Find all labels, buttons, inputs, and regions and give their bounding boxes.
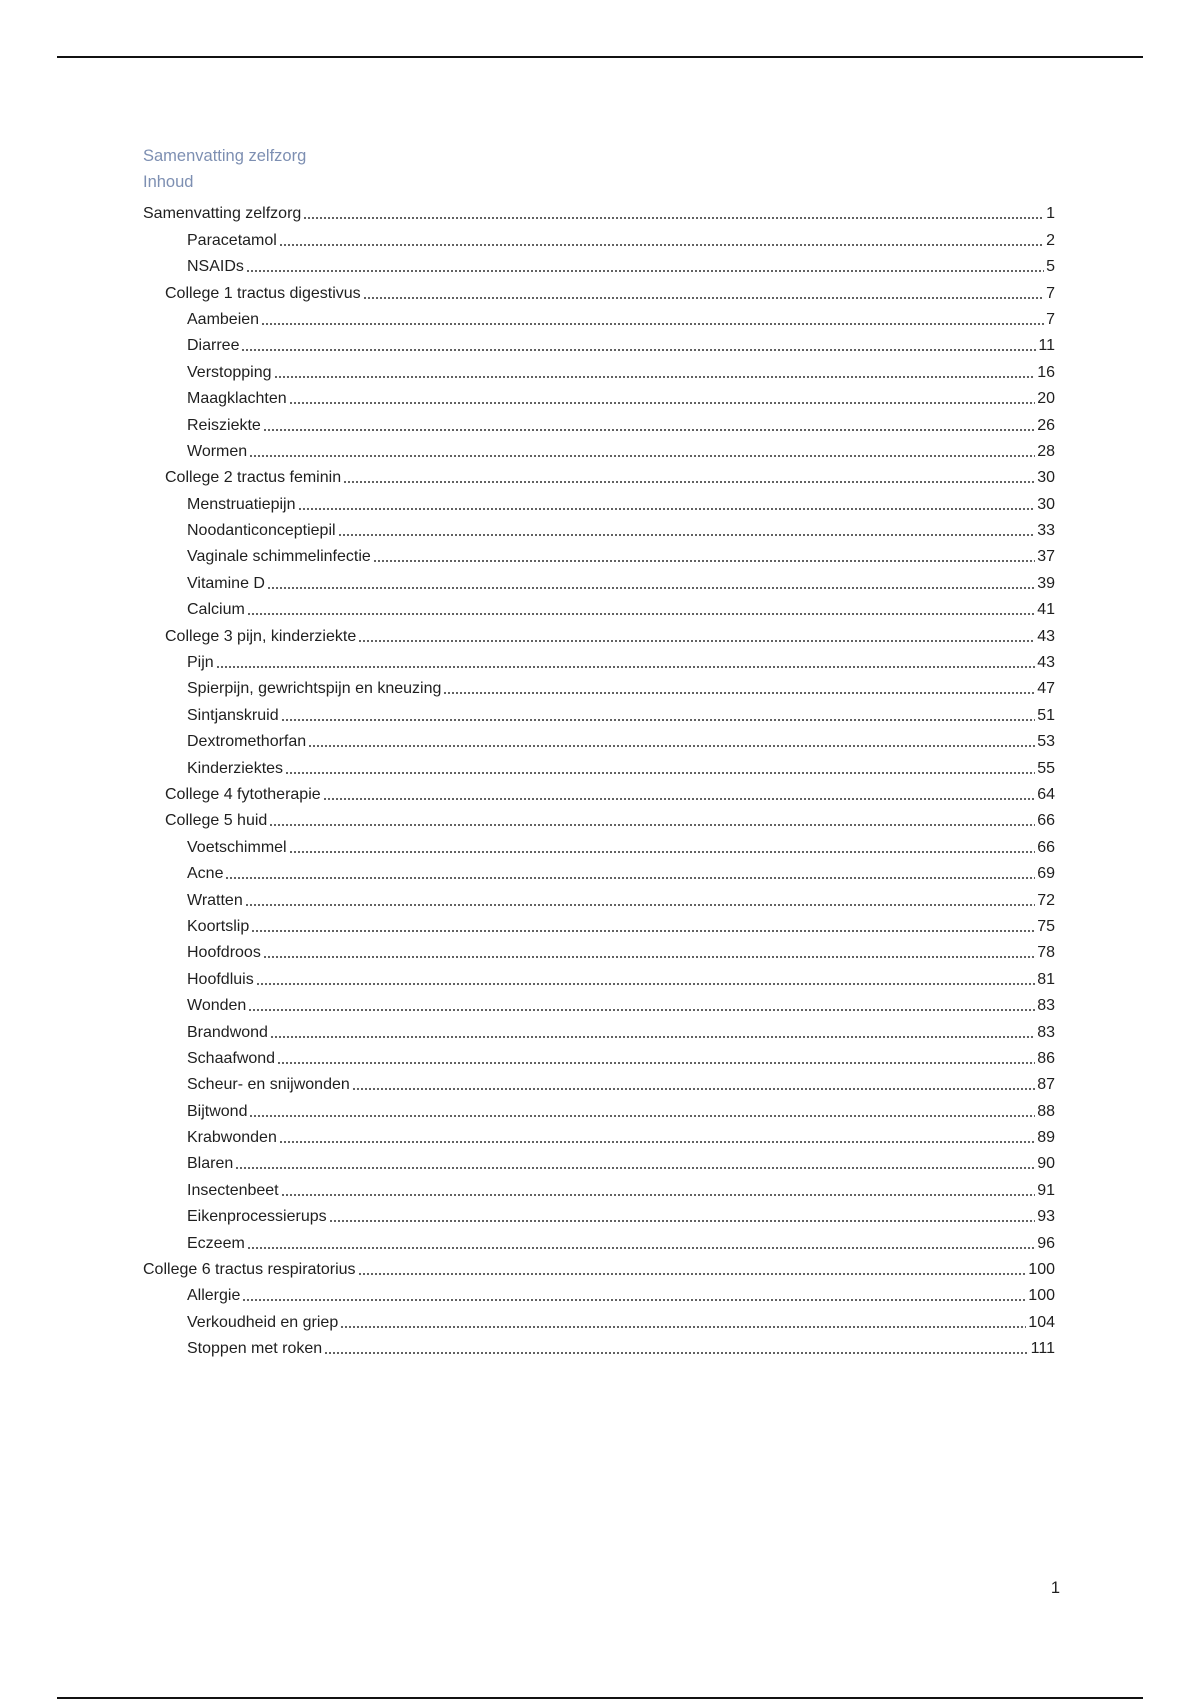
toc-entry[interactable]	[143, 1122, 1055, 1148]
toc-entry-page: 64	[1037, 785, 1055, 803]
toc-entry-page: 16	[1037, 363, 1055, 381]
toc-entry[interactable]	[143, 1306, 1055, 1332]
toc-dot-leader	[247, 1246, 1035, 1250]
toc-entry-page: 72	[1037, 891, 1055, 909]
toc-dot-leader	[216, 665, 1036, 669]
toc-dot-leader	[343, 480, 1035, 484]
toc-dot-leader	[281, 718, 1036, 722]
toc-dot-leader	[251, 929, 1035, 933]
toc-entry-page: 66	[1037, 812, 1055, 830]
toc-dot-leader	[249, 1114, 1035, 1118]
toc-entry-page: 81	[1037, 970, 1055, 988]
toc-entry-label: Acne	[187, 865, 224, 883]
toc-entry[interactable]	[143, 779, 1055, 805]
footer-rule	[57, 1697, 1143, 1699]
toc-dot-leader	[281, 1193, 1036, 1197]
toc-entry-page: 2	[1046, 231, 1055, 249]
toc-entry[interactable]	[143, 567, 1055, 593]
toc-dot-leader	[352, 1087, 1035, 1091]
toc-entry-page: 11	[1038, 337, 1055, 355]
toc-entry[interactable]	[143, 436, 1055, 462]
toc-dot-leader	[358, 1272, 1027, 1276]
toc-entry-page: 86	[1037, 1049, 1055, 1067]
toc-dot-leader	[242, 1298, 1026, 1302]
toc-dot-leader	[358, 639, 1035, 643]
toc-entry[interactable]	[143, 304, 1055, 330]
toc-entry[interactable]	[143, 647, 1055, 673]
toc-entry-page: 75	[1037, 917, 1055, 935]
toc-entry[interactable]	[143, 198, 1055, 224]
toc-entry[interactable]	[143, 937, 1055, 963]
toc-entry-label: Koortslip	[187, 917, 250, 935]
toc-entry-label: Sintjanskruid	[187, 706, 279, 724]
toc-entry-page: 89	[1037, 1129, 1055, 1147]
toc-dot-leader	[329, 1219, 1036, 1223]
toc-entry[interactable]	[143, 1201, 1055, 1227]
toc-entry[interactable]	[143, 699, 1055, 725]
toc-entry-page: 20	[1037, 390, 1055, 408]
toc-dot-leader	[298, 507, 1036, 511]
toc-entry-label: Maagklachten	[187, 390, 287, 408]
toc-entry[interactable]	[143, 1095, 1055, 1121]
toc-entry-page: 53	[1037, 733, 1055, 751]
toc-entry-page: 7	[1046, 284, 1055, 302]
toc-entry-label: Paracetamol	[187, 231, 277, 249]
toc-entry-page: 91	[1037, 1181, 1055, 1199]
toc-entry-page: 100	[1028, 1287, 1055, 1305]
toc-entry-page: 93	[1037, 1208, 1055, 1226]
toc-dot-leader	[279, 1140, 1035, 1144]
toc-entry-label: College 3 pijn, kinderziekte	[165, 627, 357, 645]
toc-entry-label: Wormen	[187, 442, 248, 460]
toc-entry-label: Eikenprocessierups	[187, 1208, 327, 1226]
toc-entry[interactable]	[143, 620, 1055, 646]
toc-entry-label: Hoofdroos	[187, 944, 261, 962]
toc-entry-label: Aambeien	[187, 310, 260, 328]
toc-entry[interactable]	[143, 488, 1055, 514]
toc-dot-leader	[285, 771, 1035, 775]
toc-entry-page: 1	[1046, 205, 1055, 223]
toc-entry[interactable]	[143, 1280, 1055, 1306]
toc-dot-leader	[248, 1008, 1035, 1012]
toc-entry-page: 43	[1037, 654, 1055, 672]
toc-dot-leader	[225, 876, 1035, 880]
toc-entry-label: Schaafwond	[187, 1049, 276, 1067]
toc-entry-label: Krabwonden	[187, 1129, 277, 1147]
toc-entry[interactable]	[143, 330, 1055, 356]
toc-entry-page: 69	[1037, 865, 1055, 883]
toc-entry[interactable]	[143, 515, 1055, 541]
toc-entry-page: 90	[1037, 1155, 1055, 1173]
toc-entry-label: Dextromethorfan	[187, 733, 307, 751]
toc-entry[interactable]	[143, 541, 1055, 567]
toc-entry-page: 30	[1037, 495, 1055, 513]
toc-entry[interactable]	[143, 462, 1055, 488]
toc-entry-label: Vitamine D	[187, 574, 265, 592]
toc-entry-label: College 1 tractus digestivus	[165, 284, 361, 302]
toc-entry-label: Blaren	[187, 1155, 234, 1173]
toc-dot-leader	[261, 322, 1044, 326]
toc-entry-page: 51	[1037, 706, 1055, 724]
toc-dot-leader	[340, 1325, 1026, 1329]
toc-entry-label: Allergie	[187, 1287, 241, 1305]
toc-entry-label: Menstruatiepijn	[187, 495, 296, 513]
toc-entry-page: 111	[1030, 1340, 1055, 1358]
toc-entry[interactable]	[143, 673, 1055, 699]
toc-entry-label: NSAIDs	[187, 258, 244, 276]
toc-dot-leader	[249, 454, 1035, 458]
toc-dot-leader	[235, 1166, 1035, 1170]
toc-entry[interactable]	[143, 1333, 1055, 1359]
toc-entry-label: College 4 fytotherapie	[165, 785, 321, 803]
toc-entry-page: 100	[1028, 1261, 1055, 1279]
toc-entry[interactable]	[143, 911, 1055, 937]
toc-entry-page: 83	[1037, 997, 1055, 1015]
toc-entry-page: 43	[1037, 627, 1055, 645]
toc-entry[interactable]	[143, 1254, 1055, 1280]
toc-entry-page: 66	[1037, 838, 1055, 856]
toc-dot-leader	[373, 559, 1035, 563]
toc-entry-label: Calcium	[187, 601, 245, 619]
toc-dot-leader	[289, 850, 1036, 854]
toc-dot-leader	[323, 797, 1036, 801]
toc-entry-label: Kinderziektes	[187, 759, 284, 777]
toc-entry-label: College 6 tractus respiratorius	[143, 1261, 356, 1279]
toc-dot-leader	[270, 1035, 1035, 1039]
toc-entry[interactable]	[143, 409, 1055, 435]
toc-entry-page: 87	[1037, 1076, 1055, 1094]
toc-entry[interactable]	[143, 277, 1055, 303]
toc-entry[interactable]	[143, 831, 1055, 857]
toc-dot-leader	[269, 823, 1035, 827]
toc-entry[interactable]	[143, 1016, 1055, 1042]
toc-entry-label: Scheur- en snijwonden	[187, 1076, 350, 1094]
toc-entry-label: Wratten	[187, 891, 243, 909]
toc-entry-label: Hoofdluis	[187, 970, 254, 988]
toc-entry[interactable]	[143, 884, 1055, 910]
toc-entry[interactable]	[143, 383, 1055, 409]
toc-entry-label: Reisziekte	[187, 416, 261, 434]
table-of-contents	[143, 198, 1055, 1359]
toc-entry-page: 104	[1028, 1313, 1055, 1331]
toc-entry[interactable]	[143, 1227, 1055, 1253]
toc-entry-page: 96	[1037, 1234, 1055, 1252]
toc-entry-page: 26	[1037, 416, 1055, 434]
toc-entry-page: 88	[1037, 1102, 1055, 1120]
toc-entry-label: Verstopping	[187, 363, 272, 381]
toc-entry-label: Diarree	[187, 337, 240, 355]
toc-entry[interactable]	[143, 594, 1055, 620]
toc-entry[interactable]	[143, 1043, 1055, 1069]
toc-dot-leader	[274, 375, 1036, 379]
toc-entry[interactable]	[143, 356, 1055, 382]
toc-entry-page: 47	[1037, 680, 1055, 698]
toc-dot-leader	[289, 401, 1036, 405]
toc-entry[interactable]	[143, 1174, 1055, 1200]
toc-entry-page: 78	[1037, 944, 1055, 962]
toc-dot-leader	[245, 903, 1035, 907]
toc-entry-label: Noodanticonceptiepil	[187, 522, 336, 540]
toc-entry-page: 7	[1046, 310, 1055, 328]
toc-dot-leader	[246, 269, 1044, 273]
page-number: 1	[1050, 1579, 1060, 1597]
toc-dot-leader	[303, 216, 1044, 220]
toc-entry[interactable]	[143, 858, 1055, 884]
toc-entry-label: Insectenbeet	[187, 1181, 279, 1199]
toc-entry-label: Stoppen met roken	[187, 1340, 323, 1358]
toc-entry[interactable]	[143, 224, 1055, 250]
toc-entry-page: 39	[1037, 574, 1055, 592]
toc-dot-leader	[263, 955, 1035, 959]
toc-entry-label: Spierpijn, gewrichtspijn en kneuzing	[187, 680, 442, 698]
toc-dot-leader	[324, 1351, 1028, 1355]
toc-entry-page: 30	[1037, 469, 1055, 487]
toc-entry-label: Vaginale schimmelinfectie	[187, 548, 371, 566]
toc-dot-leader	[277, 1061, 1035, 1065]
toc-entry[interactable]	[143, 990, 1055, 1016]
toc-dot-leader	[256, 982, 1036, 986]
toc-entry[interactable]	[143, 251, 1055, 277]
toc-entry-label: Pijn	[187, 654, 214, 672]
toc-entry-page: 5	[1046, 258, 1055, 276]
toc-dot-leader	[338, 533, 1036, 537]
toc-entry-page: 37	[1037, 548, 1055, 566]
toc-dot-leader	[247, 612, 1035, 616]
toc-entry[interactable]	[143, 1069, 1055, 1095]
toc-entry-page: 33	[1037, 522, 1055, 540]
toc-dot-leader	[263, 428, 1035, 432]
toc-heading: Inhoud	[143, 173, 194, 191]
toc-entry-label: Voetschimmel	[187, 838, 287, 856]
toc-dot-leader	[241, 348, 1036, 352]
toc-entry-label: Brandwond	[187, 1023, 268, 1041]
toc-entry-label: Bijtwond	[187, 1102, 248, 1120]
toc-entry-label: College 2 tractus feminin	[165, 469, 342, 487]
toc-entry[interactable]	[143, 1148, 1055, 1174]
toc-entry-label: College 5 huid	[165, 812, 268, 830]
toc-entry-page: 41	[1037, 601, 1055, 619]
toc-dot-leader	[363, 296, 1044, 300]
toc-entry-page: 83	[1037, 1023, 1055, 1041]
toc-entry[interactable]	[143, 963, 1055, 989]
header-rule	[57, 56, 1143, 58]
toc-entry-label: Samenvatting zelfzorg	[143, 205, 302, 223]
document-title: Samenvatting zelfzorg	[143, 147, 307, 165]
toc-entry-label: Eczeem	[187, 1234, 245, 1252]
toc-entry-label: Verkoudheid en griep	[187, 1313, 339, 1331]
toc-entry-label: Wonden	[187, 997, 247, 1015]
toc-entry-page: 55	[1037, 759, 1055, 777]
toc-entry-page: 28	[1037, 442, 1055, 460]
toc-entry[interactable]	[143, 752, 1055, 778]
toc-dot-leader	[267, 586, 1035, 590]
toc-dot-leader	[308, 744, 1035, 748]
toc-dot-leader	[443, 691, 1035, 695]
toc-entry[interactable]	[143, 805, 1055, 831]
toc-dot-leader	[279, 243, 1044, 247]
toc-entry[interactable]	[143, 726, 1055, 752]
